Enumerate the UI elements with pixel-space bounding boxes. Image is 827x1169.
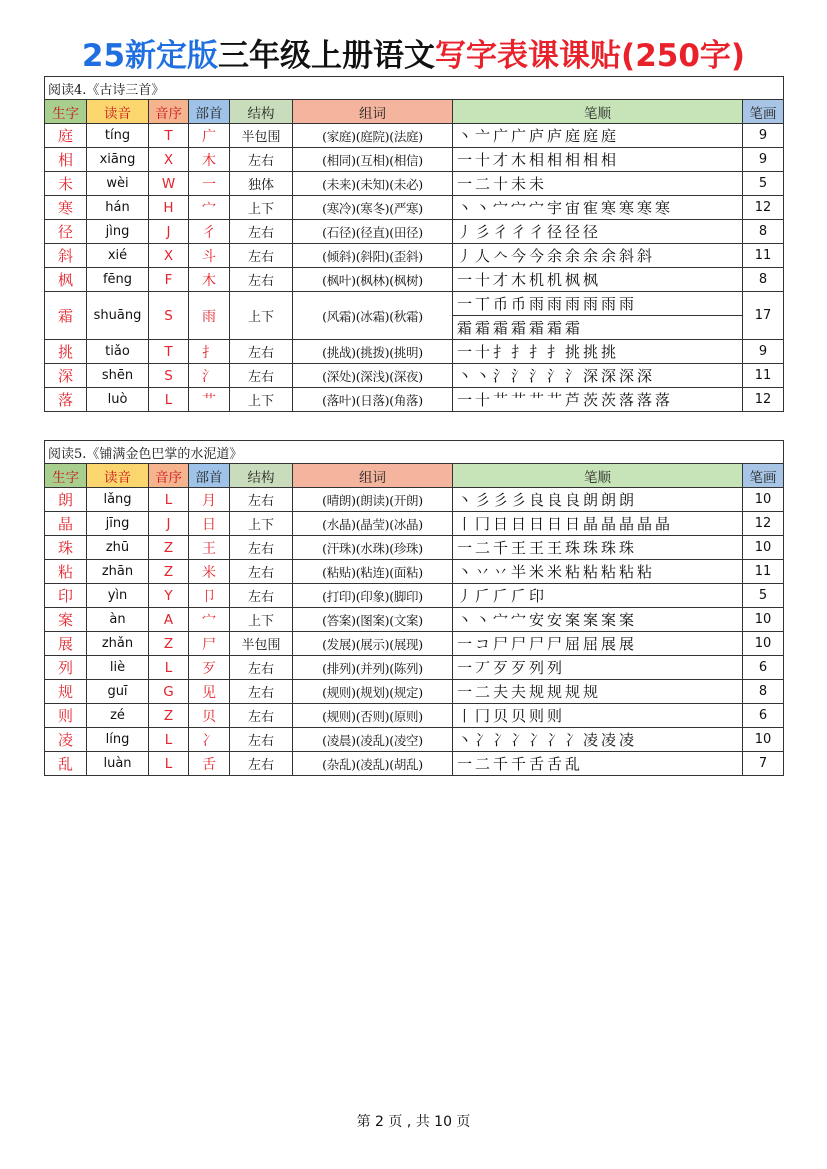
pinyin-cell: jīng — [87, 512, 149, 536]
character-cell: 未 — [45, 172, 87, 196]
structure-cell: 左右 — [230, 584, 293, 608]
structure-cell: 左右 — [230, 488, 293, 512]
header-row — [45, 100, 784, 124]
radical-cell: 艹 — [189, 388, 230, 412]
structure-cell: 左右 — [230, 244, 293, 268]
table-row — [45, 752, 784, 776]
order-cell: Z — [149, 560, 189, 584]
table-row — [45, 704, 784, 728]
order-cell: G — [149, 680, 189, 704]
words-cell: (晴朗)(朗读)(开朗) — [293, 488, 453, 512]
words-cell: (打印)(印象)(脚印) — [293, 584, 453, 608]
table-row — [45, 292, 784, 316]
structure-cell: 半包围 — [230, 632, 293, 656]
character-cell: 斜 — [45, 244, 87, 268]
order-cell: Z — [149, 632, 189, 656]
words-cell: (石径)(径直)(田径) — [293, 220, 453, 244]
character-table-reading-4 — [44, 76, 784, 412]
strokes-cell: 丿彡彳彳彳径径径 — [453, 220, 743, 244]
character-cell: 粘 — [45, 560, 87, 584]
radical-cell: 宀 — [189, 196, 230, 220]
title-part-grade: 25新定版 — [81, 38, 219, 74]
count-cell: 10 — [743, 632, 784, 656]
radical-cell: 贝 — [189, 704, 230, 728]
character-cell: 落 — [45, 388, 87, 412]
strokes-cell: 丶冫冫冫冫冫冫凌凌凌 — [453, 728, 743, 752]
structure-cell: 左右 — [230, 536, 293, 560]
strokes-cell: 丶丶宀宀安安案案案案 — [453, 608, 743, 632]
count-cell: 10 — [743, 728, 784, 752]
strokes-cell: 丨冂日日日日日晶晶晶晶晶 — [453, 512, 743, 536]
table-row — [45, 656, 784, 680]
order-cell: L — [149, 752, 189, 776]
pinyin-cell: luàn — [87, 752, 149, 776]
strokes-cell: 一二千王王王珠珠珠珠 — [453, 536, 743, 560]
count-cell: 9 — [743, 340, 784, 364]
words-cell: (规则)(否则)(原则) — [293, 704, 453, 728]
strokes-cell: 一十艹艹艹艹芦茨茨落落落 — [453, 388, 743, 412]
count-cell: 6 — [743, 656, 784, 680]
pinyin-cell: fēng — [87, 268, 149, 292]
table-row — [45, 608, 784, 632]
words-cell: (倾斜)(斜阳)(歪斜) — [293, 244, 453, 268]
strokes-cell: 丶丶氵氵氵氵氵深深深深 — [453, 364, 743, 388]
structure-cell: 左右 — [230, 340, 293, 364]
character-table-reading-5 — [44, 440, 784, 776]
strokes-cell: 丶亠广广庐庐庭庭庭 — [453, 124, 743, 148]
radical-cell: 广 — [189, 124, 230, 148]
radical-cell: 米 — [189, 560, 230, 584]
structure-cell: 左右 — [230, 704, 293, 728]
words-cell: (凌晨)(凌乱)(凌空) — [293, 728, 453, 752]
header-char: 生字 — [45, 464, 87, 488]
header-row — [45, 464, 784, 488]
order-cell: T — [149, 124, 189, 148]
count-cell: 10 — [743, 536, 784, 560]
table-row — [45, 172, 784, 196]
pinyin-cell: àn — [87, 608, 149, 632]
count-cell: 7 — [743, 752, 784, 776]
radical-cell: 扌 — [189, 340, 230, 364]
table-row — [45, 244, 784, 268]
header-pinyin: 读音 — [87, 100, 149, 124]
structure-cell: 上下 — [230, 292, 293, 340]
count-cell: 5 — [743, 584, 784, 608]
strokes-cell: 一二十未未 — [453, 172, 743, 196]
pinyin-cell: shēn — [87, 364, 149, 388]
words-cell: (未来)(未知)(未必) — [293, 172, 453, 196]
order-cell: X — [149, 244, 189, 268]
order-cell: L — [149, 728, 189, 752]
strokes-cell: 一十才木机机枫枫 — [453, 268, 743, 292]
order-cell: W — [149, 172, 189, 196]
count-cell: 9 — [743, 124, 784, 148]
strokes-cell: 一二夫夫规规规规 — [453, 680, 743, 704]
header-radical: 部首 — [189, 464, 230, 488]
radical-cell: 歹 — [189, 656, 230, 680]
character-cell: 径 — [45, 220, 87, 244]
count-cell: 5 — [743, 172, 784, 196]
table-row — [45, 124, 784, 148]
table-row — [45, 488, 784, 512]
strokes-cell: 一丅币币雨雨雨雨雨雨 — [453, 292, 743, 316]
words-cell: (寒冷)(寒冬)(严寒) — [293, 196, 453, 220]
table-row — [45, 728, 784, 752]
count-cell: 10 — [743, 488, 784, 512]
structure-cell: 半包围 — [230, 124, 293, 148]
count-cell: 12 — [743, 512, 784, 536]
words-cell: (水晶)(晶莹)(冰晶) — [293, 512, 453, 536]
character-cell: 霜 — [45, 292, 87, 340]
structure-cell: 左右 — [230, 220, 293, 244]
strokes-cell: 一十扌扌扌扌挑挑挑 — [453, 340, 743, 364]
count-cell: 10 — [743, 608, 784, 632]
character-cell: 深 — [45, 364, 87, 388]
pinyin-cell: guī — [87, 680, 149, 704]
radical-cell: 王 — [189, 536, 230, 560]
count-cell: 6 — [743, 704, 784, 728]
order-cell: T — [149, 340, 189, 364]
pinyin-cell: yìn — [87, 584, 149, 608]
words-cell: (深处)(深浅)(深夜) — [293, 364, 453, 388]
radical-cell: 尸 — [189, 632, 230, 656]
pinyin-cell: xiāng — [87, 148, 149, 172]
count-cell: 8 — [743, 268, 784, 292]
section-caption-row — [45, 77, 784, 100]
character-cell: 珠 — [45, 536, 87, 560]
character-cell: 列 — [45, 656, 87, 680]
strokes-cell: 一二千千舌舌乱 — [453, 752, 743, 776]
words-cell: (杂乱)(凌乱)(胡乱) — [293, 752, 453, 776]
order-cell: X — [149, 148, 189, 172]
section-caption: 阅读4.《古诗三首》 — [45, 77, 784, 100]
section-caption: 阅读5.《铺满金色巴掌的水泥道》 — [45, 441, 784, 464]
header-radical: 部首 — [189, 100, 230, 124]
table-row — [45, 584, 784, 608]
words-cell: (汗珠)(水珠)(珍珠) — [293, 536, 453, 560]
order-cell: Z — [149, 536, 189, 560]
count-cell: 11 — [743, 560, 784, 584]
character-cell: 展 — [45, 632, 87, 656]
character-cell: 挑 — [45, 340, 87, 364]
table-row — [45, 512, 784, 536]
order-cell: Y — [149, 584, 189, 608]
count-cell: 11 — [743, 364, 784, 388]
table-row — [45, 196, 784, 220]
header-words: 组词 — [293, 100, 453, 124]
structure-cell: 左右 — [230, 728, 293, 752]
radical-cell: 氵 — [189, 364, 230, 388]
count-cell: 11 — [743, 244, 784, 268]
table-row — [45, 388, 784, 412]
character-cell: 印 — [45, 584, 87, 608]
structure-cell: 左右 — [230, 364, 293, 388]
count-cell: 8 — [743, 680, 784, 704]
order-cell: L — [149, 388, 189, 412]
radical-cell: 宀 — [189, 608, 230, 632]
character-cell: 朗 — [45, 488, 87, 512]
order-cell: L — [149, 656, 189, 680]
strokes-cell: 丶丷丷半米米粘粘粘粘粘 — [453, 560, 743, 584]
radical-cell: 舌 — [189, 752, 230, 776]
words-cell: (枫叶)(枫林)(枫树) — [293, 268, 453, 292]
words-cell: (相同)(互相)(相信) — [293, 148, 453, 172]
order-cell: F — [149, 268, 189, 292]
count-cell: 9 — [743, 148, 784, 172]
words-cell: (粘贴)(粘连)(面粘) — [293, 560, 453, 584]
strokes-cell: 丿𠂆𠂆𠂆印 — [453, 584, 743, 608]
count-cell: 12 — [743, 196, 784, 220]
words-cell: (风霜)(冰霜)(秋霜) — [293, 292, 453, 340]
radical-cell: 日 — [189, 512, 230, 536]
header-strokes: 笔顺 — [453, 100, 743, 124]
words-cell: (发展)(展示)(展现) — [293, 632, 453, 656]
pinyin-cell: wèi — [87, 172, 149, 196]
pinyin-cell: lǎng — [87, 488, 149, 512]
radical-cell: 卩 — [189, 584, 230, 608]
character-cell: 案 — [45, 608, 87, 632]
strokes-cell: 丶彡彡彡良良良朗朗朗 — [453, 488, 743, 512]
header-pinyin: 读音 — [87, 464, 149, 488]
pinyin-cell: zé — [87, 704, 149, 728]
structure-cell: 左右 — [230, 656, 293, 680]
table-row — [45, 632, 784, 656]
character-cell: 凌 — [45, 728, 87, 752]
structure-cell: 左右 — [230, 148, 293, 172]
structure-cell: 左右 — [230, 752, 293, 776]
order-cell: S — [149, 292, 189, 340]
page-title — [0, 30, 827, 75]
title-part-subject: 三年级上册语文 — [218, 38, 436, 74]
table-row — [45, 148, 784, 172]
page-footer: 第 2 页 , 共 10 页 — [356, 1114, 471, 1130]
title-part-doc: 写字表课课贴(250字) — [435, 38, 746, 74]
character-cell: 则 — [45, 704, 87, 728]
words-cell: (答案)(图案)(文案) — [293, 608, 453, 632]
header-structure: 结构 — [230, 464, 293, 488]
words-cell: (规则)(规划)(规定) — [293, 680, 453, 704]
radical-cell: 月 — [189, 488, 230, 512]
pinyin-cell: tíng — [87, 124, 149, 148]
strokes-cell: 一十才木相相相相相 — [453, 148, 743, 172]
pinyin-cell: zhǎn — [87, 632, 149, 656]
structure-cell: 左右 — [230, 680, 293, 704]
pinyin-cell: hán — [87, 196, 149, 220]
table-row — [45, 364, 784, 388]
character-cell: 枫 — [45, 268, 87, 292]
character-cell: 寒 — [45, 196, 87, 220]
table-row — [45, 220, 784, 244]
pinyin-cell: xié — [87, 244, 149, 268]
structure-cell: 上下 — [230, 512, 293, 536]
pinyin-cell: shuāng — [87, 292, 149, 340]
header-count: 笔画 — [743, 100, 784, 124]
order-cell: Z — [149, 704, 189, 728]
order-cell: L — [149, 488, 189, 512]
header-structure: 结构 — [230, 100, 293, 124]
character-cell: 晶 — [45, 512, 87, 536]
structure-cell: 上下 — [230, 388, 293, 412]
pinyin-cell: zhū — [87, 536, 149, 560]
count-cell: 12 — [743, 388, 784, 412]
pinyin-cell: líng — [87, 728, 149, 752]
structure-cell: 上下 — [230, 196, 293, 220]
radical-cell: 雨 — [189, 292, 230, 340]
pinyin-cell: tiǎo — [87, 340, 149, 364]
words-cell: (落叶)(日落)(角落) — [293, 388, 453, 412]
order-cell: S — [149, 364, 189, 388]
header-order: 音序 — [149, 464, 189, 488]
structure-cell: 左右 — [230, 560, 293, 584]
radical-cell: 冫 — [189, 728, 230, 752]
strokes-cell: 丿人𠆢今今余余余余斜斜 — [453, 244, 743, 268]
strokes-cell: 丶丶宀宀宀宇宙寉寒寒寒寒 — [453, 196, 743, 220]
header-order: 音序 — [149, 100, 189, 124]
character-cell: 相 — [45, 148, 87, 172]
strokes-cell: 一丆歹歹列列 — [453, 656, 743, 680]
order-cell: A — [149, 608, 189, 632]
header-char: 生字 — [45, 100, 87, 124]
table-row — [45, 268, 784, 292]
pinyin-cell: liè — [87, 656, 149, 680]
radical-cell: 见 — [189, 680, 230, 704]
pinyin-cell: jìng — [87, 220, 149, 244]
order-cell: J — [149, 220, 189, 244]
section-caption-row — [45, 441, 784, 464]
structure-cell: 独体 — [230, 172, 293, 196]
order-cell: J — [149, 512, 189, 536]
words-cell: (排列)(并列)(陈列) — [293, 656, 453, 680]
radical-cell: 木 — [189, 268, 230, 292]
count-cell: 8 — [743, 220, 784, 244]
table-row — [45, 560, 784, 584]
character-cell: 庭 — [45, 124, 87, 148]
character-cell: 乱 — [45, 752, 87, 776]
strokes-cell: 丨冂贝贝则则 — [453, 704, 743, 728]
count-cell: 17 — [743, 292, 784, 340]
words-cell: (家庭)(庭院)(法庭) — [293, 124, 453, 148]
radical-cell: 一 — [189, 172, 230, 196]
pinyin-cell: luò — [87, 388, 149, 412]
structure-cell: 左右 — [230, 268, 293, 292]
radical-cell: 彳 — [189, 220, 230, 244]
header-count: 笔画 — [743, 464, 784, 488]
character-cell: 规 — [45, 680, 87, 704]
radical-cell: 木 — [189, 148, 230, 172]
header-strokes: 笔顺 — [453, 464, 743, 488]
words-cell: (挑战)(挑拨)(挑明) — [293, 340, 453, 364]
table-row — [45, 680, 784, 704]
table-row — [45, 340, 784, 364]
structure-cell: 上下 — [230, 608, 293, 632]
order-cell: H — [149, 196, 189, 220]
table-row — [45, 536, 784, 560]
pinyin-cell: zhān — [87, 560, 149, 584]
strokes-cell-continued: 霜霜霜霜霜霜霜 — [453, 316, 743, 340]
header-words: 组词 — [293, 464, 453, 488]
radical-cell: 斗 — [189, 244, 230, 268]
strokes-cell: 一コ尸尸尸尸屈屈展展 — [453, 632, 743, 656]
